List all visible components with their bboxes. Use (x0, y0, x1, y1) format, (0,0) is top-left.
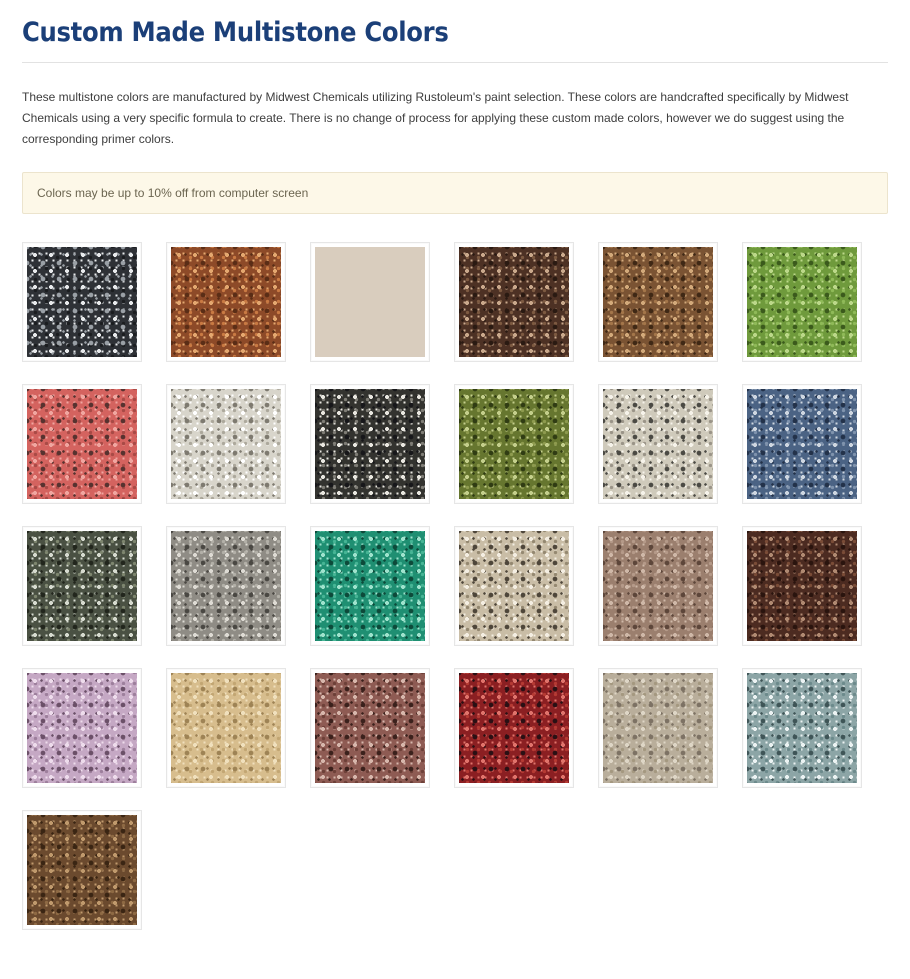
color-swatch[interactable] (598, 668, 718, 788)
page-title: Custom Made Multistone Colors (22, 17, 449, 48)
swatch-texture (27, 531, 137, 641)
swatch-texture (171, 531, 281, 641)
swatch-texture (171, 389, 281, 499)
swatch-texture (459, 531, 569, 641)
swatch-texture (603, 247, 713, 357)
swatch-texture (603, 531, 713, 641)
color-swatch[interactable] (310, 526, 430, 646)
swatch-texture (171, 247, 281, 357)
intro-paragraph: These multistone colors are manufactured by Midwest Chemicals utilizing Rustoleum's paint selection. These colors are handcrafted specifically by Midwest Chemicals using a very specific formula to create. There is no change of process for applying these custom made colors, however we do suggest using the corresponding primer colors. (22, 89, 849, 146)
color-swatch[interactable] (742, 242, 862, 362)
swatch-texture (27, 389, 137, 499)
color-swatch[interactable] (742, 668, 862, 788)
color-swatch[interactable] (22, 526, 142, 646)
color-swatch[interactable] (166, 242, 286, 362)
swatch-texture (747, 531, 857, 641)
color-accuracy-notice: Colors may be up to 10% off from computer screen (22, 172, 888, 214)
color-swatch[interactable] (598, 384, 718, 504)
title-divider (22, 62, 888, 63)
swatch-texture (603, 673, 713, 783)
page-container (0, 18, 910, 930)
color-swatch[interactable] (22, 384, 142, 504)
swatch-texture (27, 247, 137, 357)
swatch-texture (315, 531, 425, 641)
color-swatch[interactable] (22, 242, 142, 362)
swatch-texture (747, 247, 857, 357)
color-swatch[interactable] (166, 668, 286, 788)
swatch-texture (27, 815, 137, 925)
color-swatch[interactable] (166, 384, 286, 504)
color-swatch[interactable] (22, 668, 142, 788)
swatch-texture (171, 673, 281, 783)
swatch-texture (315, 673, 425, 783)
swatch-texture (747, 389, 857, 499)
swatch-texture (459, 389, 569, 499)
color-swatch[interactable] (454, 384, 574, 504)
swatch-texture (315, 247, 425, 357)
swatch-grid (22, 242, 888, 930)
swatch-texture (603, 389, 713, 499)
color-swatch[interactable] (166, 526, 286, 646)
swatch-texture (27, 673, 137, 783)
color-swatch[interactable] (598, 526, 718, 646)
color-swatch[interactable] (22, 810, 142, 930)
color-swatch[interactable] (310, 242, 430, 362)
swatch-texture (315, 389, 425, 499)
color-swatch[interactable] (310, 384, 430, 504)
color-swatch[interactable] (598, 242, 718, 362)
swatch-texture (747, 673, 857, 783)
swatch-texture (459, 673, 569, 783)
color-swatch[interactable] (742, 384, 862, 504)
color-swatch[interactable] (742, 526, 862, 646)
color-swatch[interactable] (454, 242, 574, 362)
color-swatch[interactable] (310, 668, 430, 788)
swatch-texture (459, 247, 569, 357)
color-swatch[interactable] (454, 526, 574, 646)
color-swatch[interactable] (454, 668, 574, 788)
